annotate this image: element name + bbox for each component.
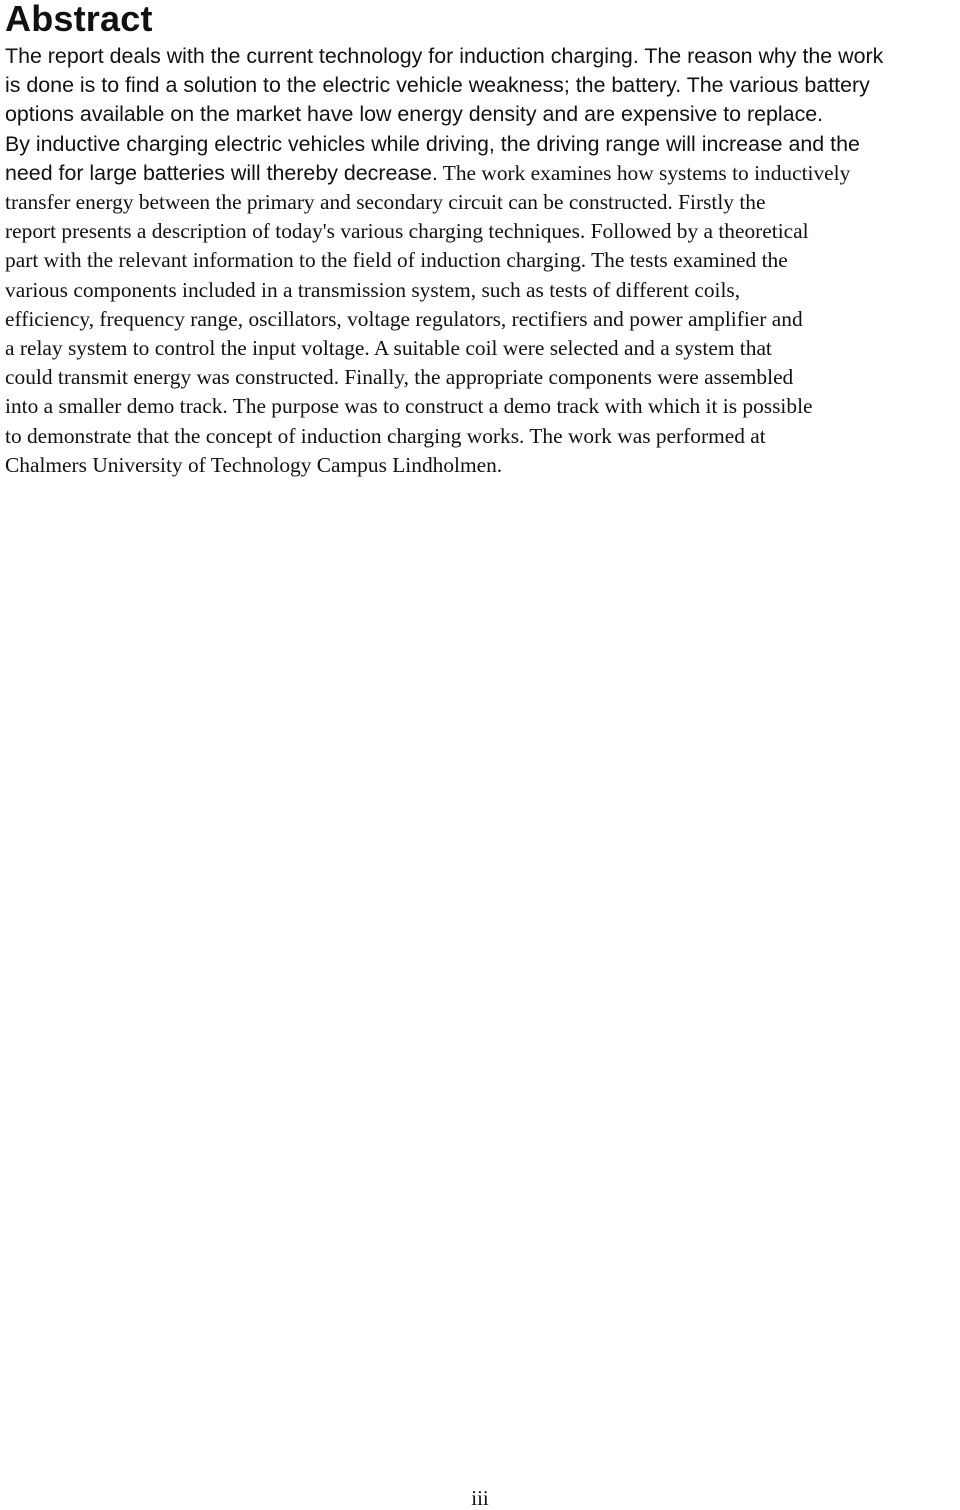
abstract-body [5,42,960,480]
abstract-line: into a smaller demo track. The purpose was to construct a demo track with which it is possible [5,394,813,419]
page-number: iii [471,1486,489,1510]
abstract-line: part with the relevant information to the field of induction charging. The tests examined the [5,248,788,273]
abstract-line: By inductive charging electric vehicles while driving, the driving range will increase and the [5,131,860,156]
abstract-line-segment: need for large batteries will thereby decrease. [5,160,438,185]
abstract-line: transfer energy between the primary and secondary circuit can be constructed. Firstly the [5,190,766,215]
abstract-line: to demonstrate that the concept of induction charging works. The work was performed at [5,423,766,448]
abstract-line: options available on the market have low energy density and are expensive to replace. [5,102,824,127]
abstract-line: is done is to find a solution to the electric vehicle weakness; the battery. The various battery [5,73,870,98]
abstract-line: various components included in a transmission system, such as tests of different coils, [5,277,741,302]
abstract-line: Chalmers University of Technology Campus Lindholmen. [5,452,503,477]
abstract-line: could transmit energy was constructed. Finally, the appropriate components were assembled [5,365,794,390]
abstract-line-segment: The work examines how systems to inductively [437,160,851,185]
page-title: Abstract [5,0,153,39]
abstract-line: a relay system to control the input voltage. A suitable coil were selected and a system that [5,336,772,361]
abstract-line: report presents a description of today's various charging techniques. Followed by a theoretical [5,219,809,244]
abstract-line: The report deals with the current technology for induction charging. The reason why the work [5,44,884,68]
abstract-line: efficiency, frequency range, oscillators, voltage regulators, rectifiers and power amplifier and [5,306,803,331]
abstract-line-mixed [5,159,960,188]
